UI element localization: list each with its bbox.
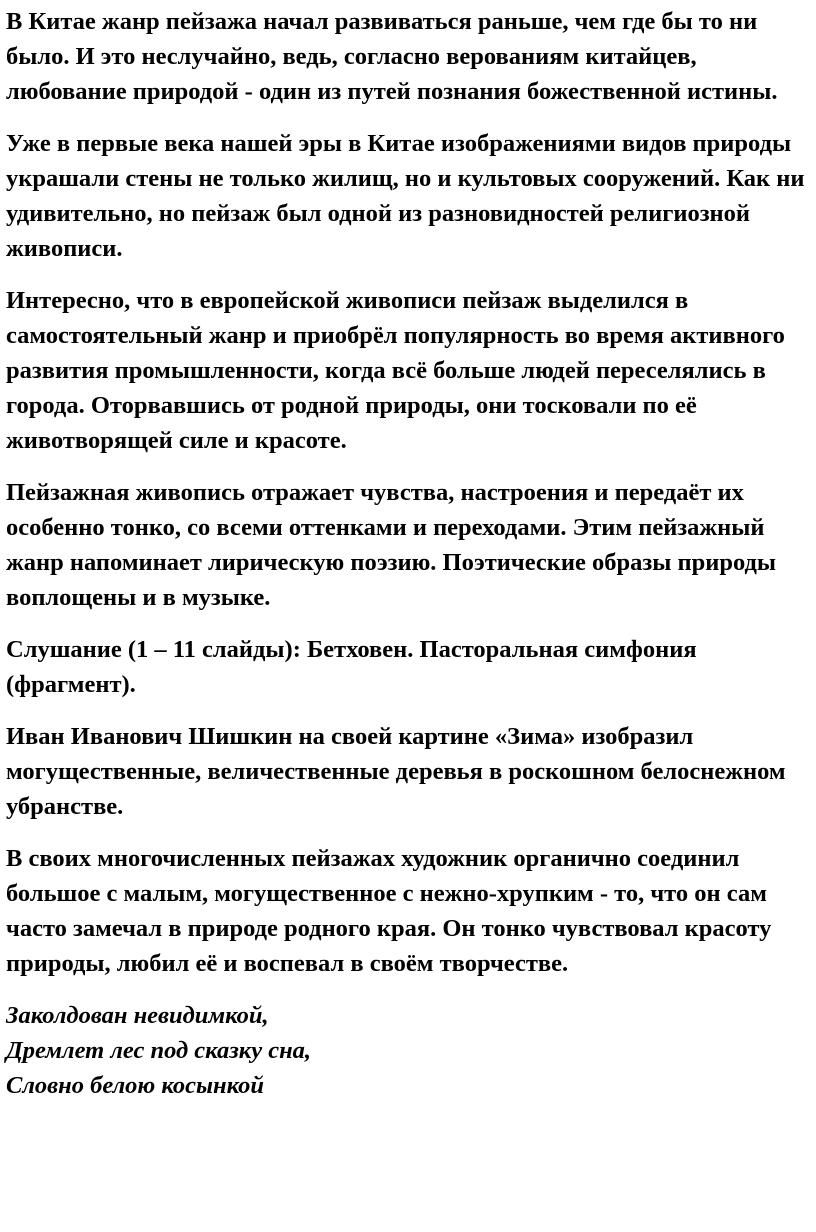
paragraph-shishkin-winter: Иван Иванович Шишкин на своей картине «Зима» изобразил могущественные, величественные деревья в роскошном белоснежном убранстве. xyxy=(6,723,786,820)
poem xyxy=(6,998,812,1103)
poem-line: Дремлет лес под сказку сна, xyxy=(6,1037,312,1064)
paragraph-early-centuries: Уже в первые века нашей эры в Китае изображениями видов природы украшали стены не только жилищ, но и культовых сооружений. Как ни удивительно, но пейзаж был одной из разновидностей религиозной живописи. xyxy=(6,130,805,262)
poem-line: Словно белою косынкой xyxy=(6,1072,264,1099)
paragraph-landscape-feelings: Пейзажная живопись отражает чувства, настроения и передаёт их особенно тонко, со всеми оттенками и переходами. Этим пейзажный жанр напоминает лирическую поэзию. Поэтические образы природы воплощены и в музыке. xyxy=(6,479,777,611)
paragraph-china-landscape: В Китае жанр пейзажа начал развиваться раньше, чем где бы то ни было. И это неслучайно, ведь, согласно верованиям китайцев, любование природой - один из путей познания божественной истины. xyxy=(6,8,778,105)
paragraph-artist-nature: В своих многочисленных пейзажах художник органично соединил большое с малым, могущественное с нежно-хрупким - то, что он сам часто замечал в природе родного края. Он тонко чувствовал красоту природы, любил её и воспевал в своём творчестве. xyxy=(6,845,772,977)
paragraph-european-painting: Интересно, что в европейской живописи пейзаж выделился в самостоятельный жанр и приобрёл популярность во время активного развития промышленности, когда всё больше людей переселялись в города. Оторвавшись от родной природы, они тосковали по её животворящей силе и красоте. xyxy=(6,287,785,454)
paragraph-listening-beethoven: Слушание (1 – 11 слайды): Бетховен. Пасторальная симфония (фрагмент). xyxy=(6,636,697,698)
document-page xyxy=(6,4,812,1103)
poem-line: Заколдован невидимкой, xyxy=(6,1002,269,1029)
